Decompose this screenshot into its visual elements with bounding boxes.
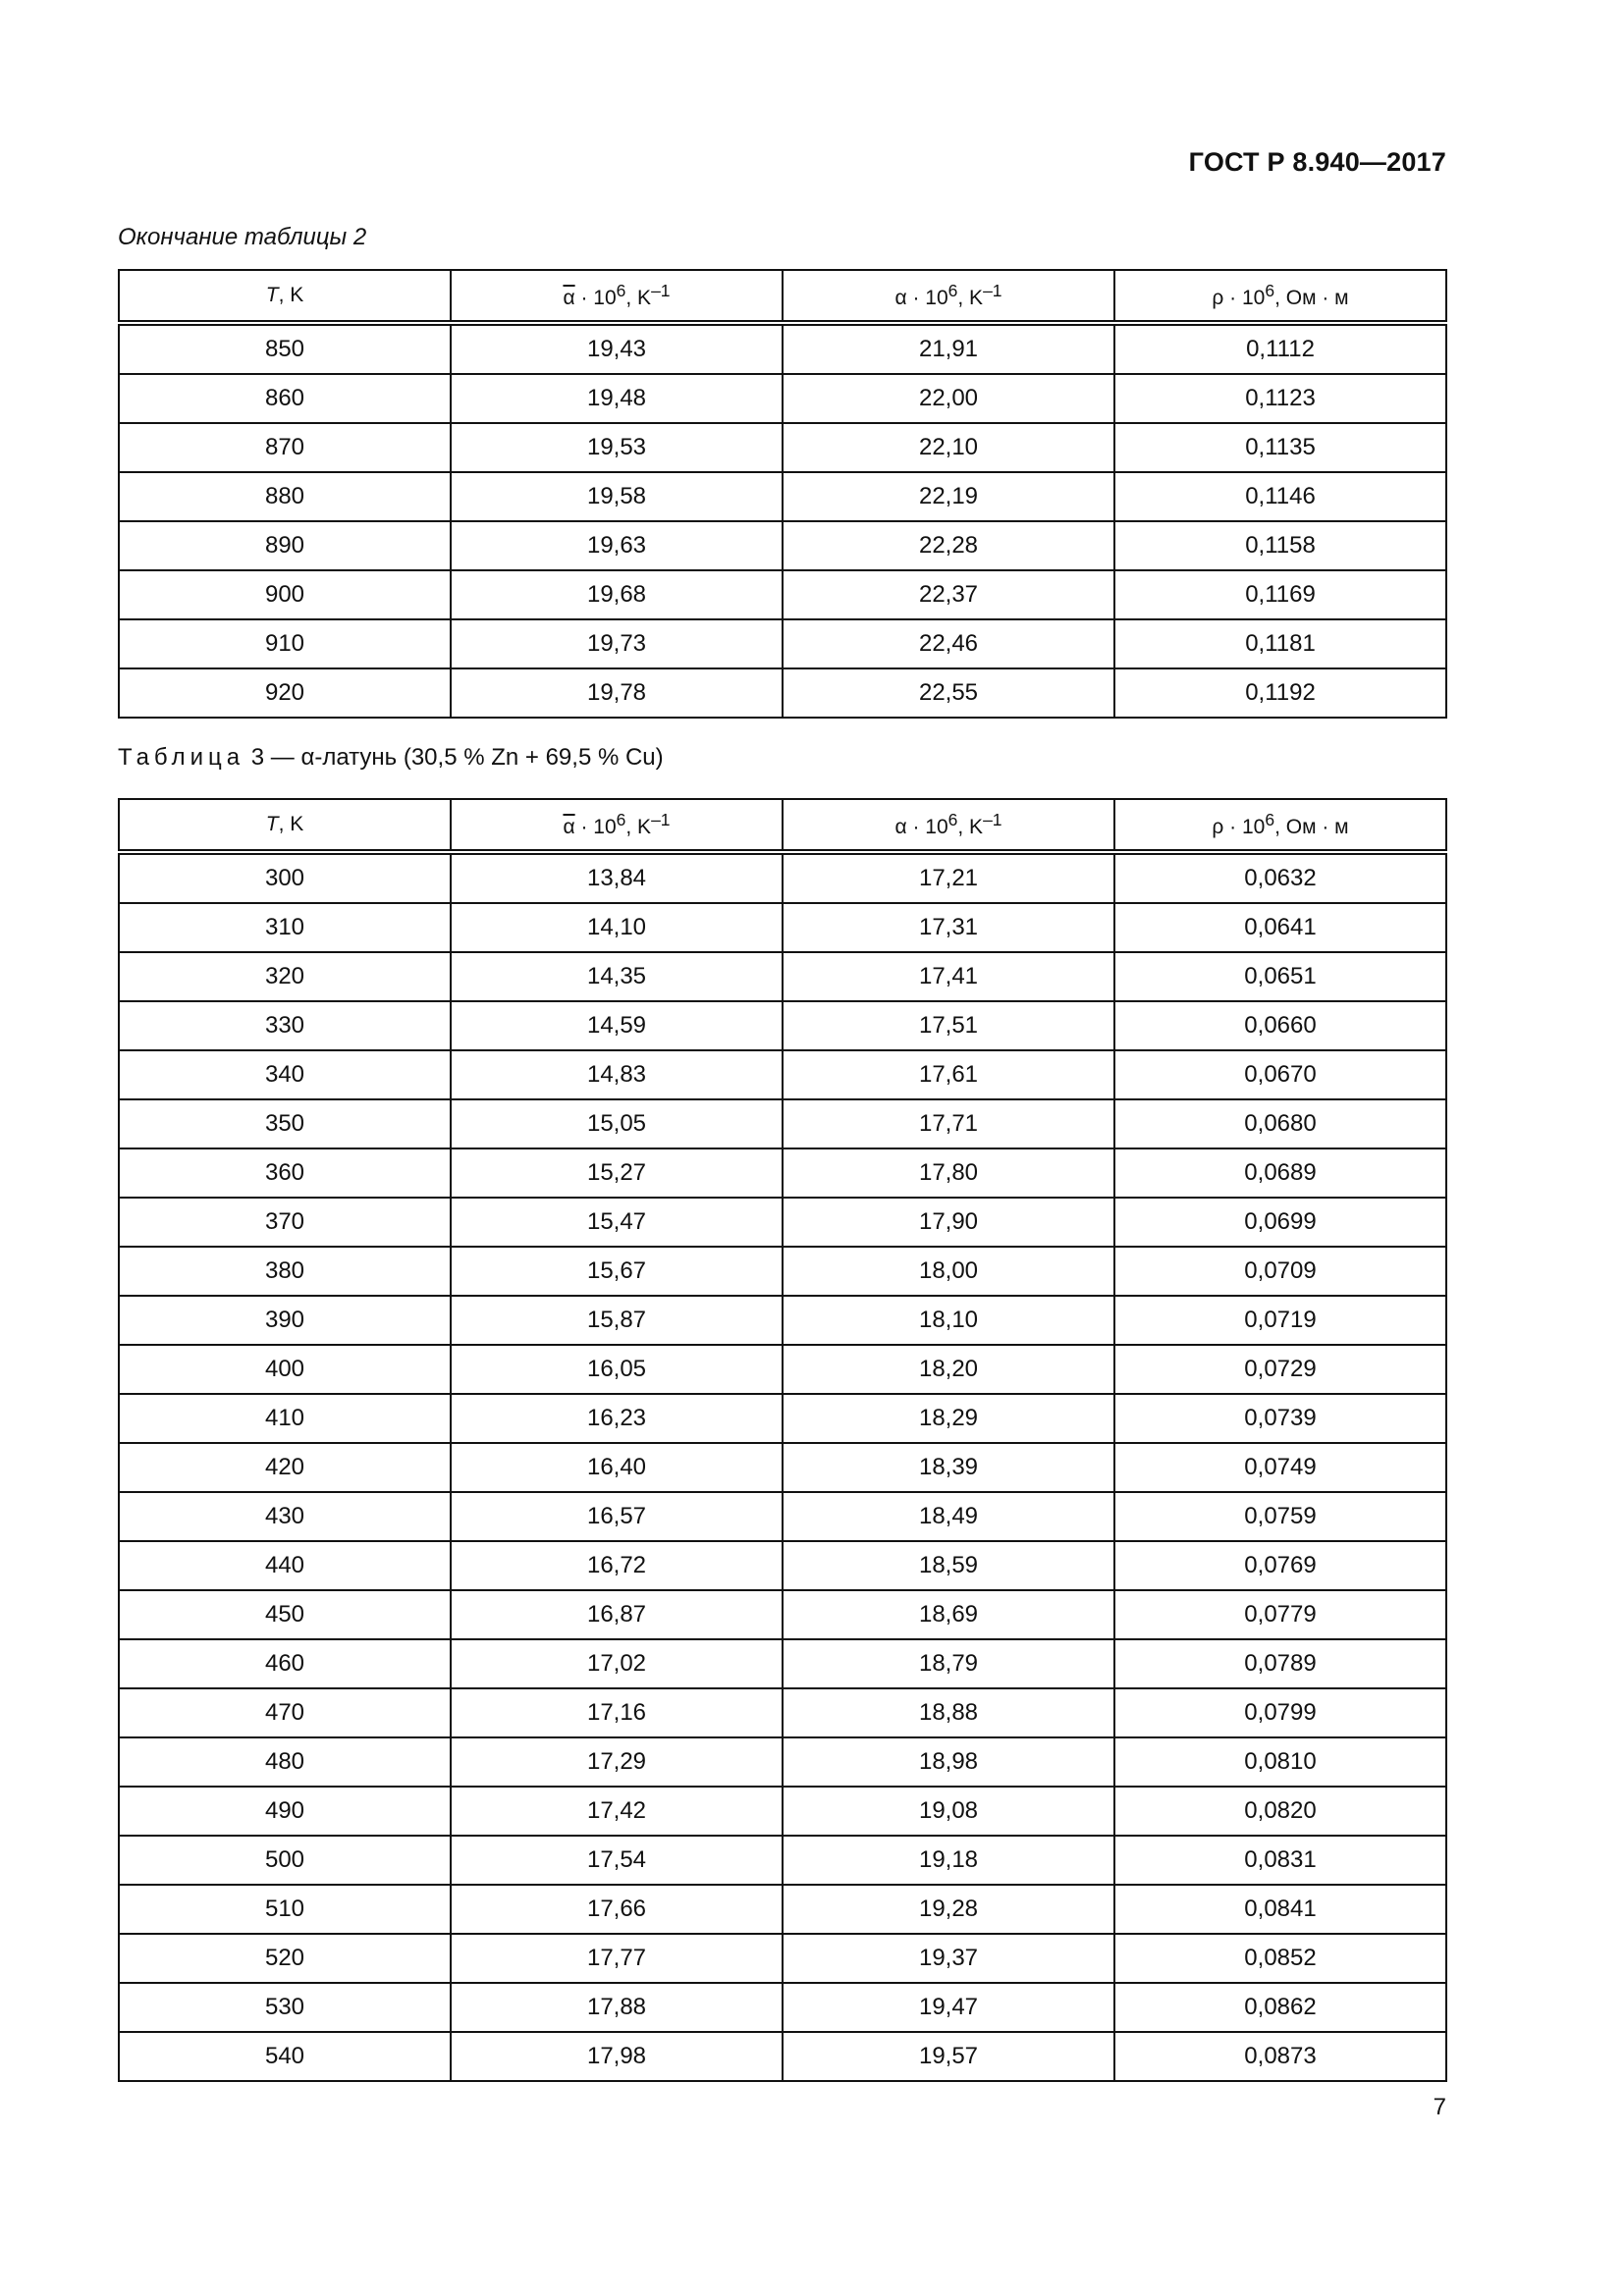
header-alpha: $\alpha \cdot 10^6$, $K^{-1}$	[783, 799, 1114, 852]
cell-temperature: 350	[119, 1099, 451, 1148]
table-row	[119, 1198, 1446, 1247]
cell-mean-alpha: 15,87	[451, 1296, 783, 1345]
cell-mean-alpha: 15,67	[451, 1247, 783, 1296]
cell-rho: 0,0699	[1114, 1198, 1446, 1247]
cell-mean-alpha: 17,66	[451, 1885, 783, 1934]
cell-rho: 0,0789	[1114, 1639, 1446, 1688]
header-rho: $\rho \cdot 10^6$, Ом · м	[1114, 270, 1446, 323]
document-code: ГОСТ Р 8.940—2017	[1188, 147, 1446, 177]
table-row	[119, 1296, 1446, 1345]
cell-temperature: 900	[119, 570, 451, 619]
cell-alpha: 18,69	[783, 1590, 1114, 1639]
table-row	[119, 374, 1446, 423]
cell-alpha: 18,98	[783, 1737, 1114, 1787]
cell-temperature: 510	[119, 1885, 451, 1934]
table-row	[119, 1148, 1446, 1198]
cell-rho: 0,0641	[1114, 903, 1446, 952]
cell-rho: 0,0739	[1114, 1394, 1446, 1443]
cell-mean-alpha: 19,43	[451, 323, 783, 374]
cell-alpha: 22,19	[783, 472, 1114, 521]
cell-mean-alpha: 19,58	[451, 472, 783, 521]
cell-alpha: 17,21	[783, 852, 1114, 903]
cell-mean-alpha: 19,73	[451, 619, 783, 668]
table-2-continuation-label: Окончание таблицы 2	[118, 224, 367, 250]
cell-alpha: 18,29	[783, 1394, 1114, 1443]
header-rho: $\rho \cdot 10^6$, Ом · м	[1114, 799, 1446, 852]
cell-alpha: 17,31	[783, 903, 1114, 952]
cell-temperature: 470	[119, 1688, 451, 1737]
table-row	[119, 1885, 1446, 1934]
cell-alpha: 19,37	[783, 1934, 1114, 1983]
cell-alpha: 19,08	[783, 1787, 1114, 1836]
table-row	[119, 1345, 1446, 1394]
cell-alpha: 22,00	[783, 374, 1114, 423]
cell-alpha: 19,28	[783, 1885, 1114, 1934]
cell-mean-alpha: 19,48	[451, 374, 783, 423]
cell-rho: 0,1146	[1114, 472, 1446, 521]
cell-alpha: 19,47	[783, 1983, 1114, 2032]
cell-temperature: 500	[119, 1836, 451, 1885]
cell-rho: 0,1169	[1114, 570, 1446, 619]
cell-alpha: 18,49	[783, 1492, 1114, 1541]
cell-temperature: 300	[119, 852, 451, 903]
table-row	[119, 619, 1446, 668]
cell-rho: 0,0831	[1114, 1836, 1446, 1885]
cell-alpha: 17,80	[783, 1148, 1114, 1198]
cell-mean-alpha: 19,63	[451, 521, 783, 570]
table-3-caption: Таблица 3 — α-латунь (30,5 % Zn + 69,5 % Cu)	[118, 744, 664, 771]
table-row	[119, 1983, 1446, 2032]
cell-alpha: 22,55	[783, 668, 1114, 718]
cell-temperature: 390	[119, 1296, 451, 1345]
cell-mean-alpha: 19,68	[451, 570, 783, 619]
table-row	[119, 1639, 1446, 1688]
table-row	[119, 1001, 1446, 1050]
table-row	[119, 323, 1446, 374]
table-row	[119, 2032, 1446, 2081]
cell-temperature: 430	[119, 1492, 451, 1541]
table-row	[119, 952, 1446, 1001]
cell-rho: 0,1135	[1114, 423, 1446, 472]
cell-alpha: 18,00	[783, 1247, 1114, 1296]
table-row	[119, 852, 1446, 903]
table-row	[119, 1394, 1446, 1443]
table-row	[119, 1934, 1446, 1983]
table-row	[119, 1787, 1446, 1836]
cell-alpha: 18,39	[783, 1443, 1114, 1492]
cell-temperature: 440	[119, 1541, 451, 1590]
table-row	[119, 1737, 1446, 1787]
cell-temperature: 860	[119, 374, 451, 423]
cell-temperature: 330	[119, 1001, 451, 1050]
cell-rho: 0,1123	[1114, 374, 1446, 423]
cell-alpha: 21,91	[783, 323, 1114, 374]
cell-temperature: 360	[119, 1148, 451, 1198]
cell-mean-alpha: 17,88	[451, 1983, 783, 2032]
cell-rho: 0,1158	[1114, 521, 1446, 570]
cell-temperature: 460	[119, 1639, 451, 1688]
table-row	[119, 1688, 1446, 1737]
table-row	[119, 1443, 1446, 1492]
cell-rho: 0,1181	[1114, 619, 1446, 668]
cell-rho: 0,0709	[1114, 1247, 1446, 1296]
cell-rho: 0,0799	[1114, 1688, 1446, 1737]
cell-mean-alpha: 17,29	[451, 1737, 783, 1787]
cell-alpha: 17,71	[783, 1099, 1114, 1148]
table-row	[119, 1836, 1446, 1885]
cell-rho: 0,0852	[1114, 1934, 1446, 1983]
cell-mean-alpha: 14,10	[451, 903, 783, 952]
table-row	[119, 1492, 1446, 1541]
header-mean-alpha: $\overline{\alpha} \cdot 10^6$, $K^{-1}$	[451, 799, 783, 852]
header-alpha: $\alpha \cdot 10^6$, $K^{-1}$	[783, 270, 1114, 323]
table-2	[118, 269, 1447, 719]
cell-alpha: 22,46	[783, 619, 1114, 668]
cell-mean-alpha: 17,02	[451, 1639, 783, 1688]
header-temperature: T, K	[119, 799, 451, 852]
cell-temperature: 910	[119, 619, 451, 668]
cell-alpha: 17,61	[783, 1050, 1114, 1099]
table-row	[119, 1099, 1446, 1148]
cell-temperature: 420	[119, 1443, 451, 1492]
cell-mean-alpha: 16,05	[451, 1345, 783, 1394]
cell-rho: 0,0810	[1114, 1737, 1446, 1787]
cell-rho: 0,0660	[1114, 1001, 1446, 1050]
cell-rho: 0,0873	[1114, 2032, 1446, 2081]
cell-temperature: 400	[119, 1345, 451, 1394]
cell-alpha: 18,20	[783, 1345, 1114, 1394]
cell-alpha: 18,59	[783, 1541, 1114, 1590]
cell-mean-alpha: 17,54	[451, 1836, 783, 1885]
cell-alpha: 22,10	[783, 423, 1114, 472]
cell-rho: 0,0841	[1114, 1885, 1446, 1934]
cell-mean-alpha: 17,42	[451, 1787, 783, 1836]
cell-temperature: 410	[119, 1394, 451, 1443]
table-row	[119, 1590, 1446, 1639]
header-mean-alpha: $\overline{\alpha} \cdot 10^6$, $K^{-1}$	[451, 270, 783, 323]
cell-temperature: 320	[119, 952, 451, 1001]
cell-temperature: 450	[119, 1590, 451, 1639]
cell-rho: 0,0820	[1114, 1787, 1446, 1836]
cell-mean-alpha: 17,98	[451, 2032, 783, 2081]
cell-rho: 0,0769	[1114, 1541, 1446, 1590]
cell-rho: 0,0759	[1114, 1492, 1446, 1541]
cell-temperature: 850	[119, 323, 451, 374]
cell-mean-alpha: 16,57	[451, 1492, 783, 1541]
cell-mean-alpha: 13,84	[451, 852, 783, 903]
cell-temperature: 370	[119, 1198, 451, 1247]
cell-rho: 0,0719	[1114, 1296, 1446, 1345]
cell-alpha: 22,28	[783, 521, 1114, 570]
table-row	[119, 472, 1446, 521]
cell-mean-alpha: 14,35	[451, 952, 783, 1001]
cell-alpha: 19,18	[783, 1836, 1114, 1885]
cell-temperature: 340	[119, 1050, 451, 1099]
cell-rho: 0,0632	[1114, 852, 1446, 903]
cell-rho: 0,1192	[1114, 668, 1446, 718]
cell-mean-alpha: 16,72	[451, 1541, 783, 1590]
cell-temperature: 870	[119, 423, 451, 472]
cell-rho: 0,0689	[1114, 1148, 1446, 1198]
table-row	[119, 1050, 1446, 1099]
table-header-row	[119, 799, 1446, 852]
cell-alpha: 17,41	[783, 952, 1114, 1001]
table-row	[119, 668, 1446, 718]
cell-temperature: 310	[119, 903, 451, 952]
cell-alpha: 18,88	[783, 1688, 1114, 1737]
table-row	[119, 521, 1446, 570]
cell-temperature: 490	[119, 1787, 451, 1836]
cell-rho: 0,0779	[1114, 1590, 1446, 1639]
table-row	[119, 423, 1446, 472]
cell-alpha: 18,10	[783, 1296, 1114, 1345]
table-3	[118, 798, 1447, 2082]
cell-alpha: 22,37	[783, 570, 1114, 619]
cell-rho: 0,0862	[1114, 1983, 1446, 2032]
cell-alpha: 17,51	[783, 1001, 1114, 1050]
cell-mean-alpha: 17,77	[451, 1934, 783, 1983]
cell-temperature: 880	[119, 472, 451, 521]
cell-mean-alpha: 16,87	[451, 1590, 783, 1639]
cell-rho: 0,0670	[1114, 1050, 1446, 1099]
table-header-row	[119, 270, 1446, 323]
cell-alpha: 18,79	[783, 1639, 1114, 1688]
cell-mean-alpha: 14,83	[451, 1050, 783, 1099]
cell-alpha: 19,57	[783, 2032, 1114, 2081]
cell-rho: 0,0729	[1114, 1345, 1446, 1394]
cell-mean-alpha: 17,16	[451, 1688, 783, 1737]
cell-mean-alpha: 14,59	[451, 1001, 783, 1050]
cell-rho: 0,0749	[1114, 1443, 1446, 1492]
cell-alpha: 17,90	[783, 1198, 1114, 1247]
cell-mean-alpha: 19,53	[451, 423, 783, 472]
table-row	[119, 1541, 1446, 1590]
cell-mean-alpha: 15,27	[451, 1148, 783, 1198]
cell-temperature: 530	[119, 1983, 451, 2032]
cell-rho: 0,0651	[1114, 952, 1446, 1001]
cell-mean-alpha: 19,78	[451, 668, 783, 718]
cell-temperature: 920	[119, 668, 451, 718]
header-temperature: T, K	[119, 270, 451, 323]
cell-temperature: 380	[119, 1247, 451, 1296]
cell-temperature: 520	[119, 1934, 451, 1983]
table-row	[119, 903, 1446, 952]
cell-rho: 0,0680	[1114, 1099, 1446, 1148]
cell-mean-alpha: 15,47	[451, 1198, 783, 1247]
cell-mean-alpha: 15,05	[451, 1099, 783, 1148]
cell-mean-alpha: 16,23	[451, 1394, 783, 1443]
cell-temperature: 480	[119, 1737, 451, 1787]
page-number: 7	[1433, 2094, 1446, 2120]
table-row	[119, 1247, 1446, 1296]
cell-mean-alpha: 16,40	[451, 1443, 783, 1492]
table-row	[119, 570, 1446, 619]
cell-temperature: 540	[119, 2032, 451, 2081]
cell-rho: 0,1112	[1114, 323, 1446, 374]
cell-temperature: 890	[119, 521, 451, 570]
